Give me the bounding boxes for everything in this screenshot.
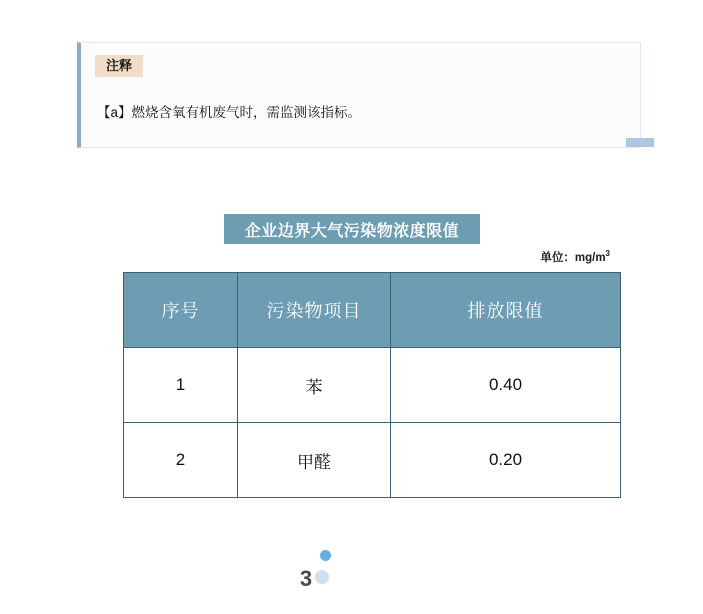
table-row (124, 348, 621, 423)
cell-pollutant: 甲醛 (238, 423, 391, 498)
cell-index: 1 (124, 348, 238, 423)
column-header-index: 序号 (124, 273, 238, 348)
page-footer (288, 548, 348, 604)
decorative-accent-bar (626, 138, 654, 147)
note-body-text: 【a】燃烧含氧有机废气时，需监测该指标。 (97, 105, 362, 120)
table-title: 企业边界大气污染物浓度限值 (224, 214, 480, 244)
table-body (124, 348, 621, 498)
unit-label-text: 单位：mg/m (540, 252, 606, 264)
unit-label (420, 249, 610, 265)
pollutant-limits-table (123, 272, 621, 498)
column-header-limit: 排放限值 (391, 273, 621, 348)
cell-limit: 0.40 (391, 348, 621, 423)
note-title: 注释 (95, 55, 143, 77)
table-row (124, 423, 621, 498)
column-header-pollutant: 污染物项目 (238, 273, 391, 348)
page-number: 3 (299, 566, 313, 591)
cell-pollutant: 苯 (238, 348, 391, 423)
table-head (124, 273, 621, 348)
decorative-dot-icon (320, 550, 331, 561)
unit-superscript: 3 (605, 249, 610, 259)
cell-index: 2 (124, 423, 238, 498)
note-box (77, 42, 641, 148)
table-header-row (124, 273, 621, 348)
cell-limit: 0.20 (391, 423, 621, 498)
